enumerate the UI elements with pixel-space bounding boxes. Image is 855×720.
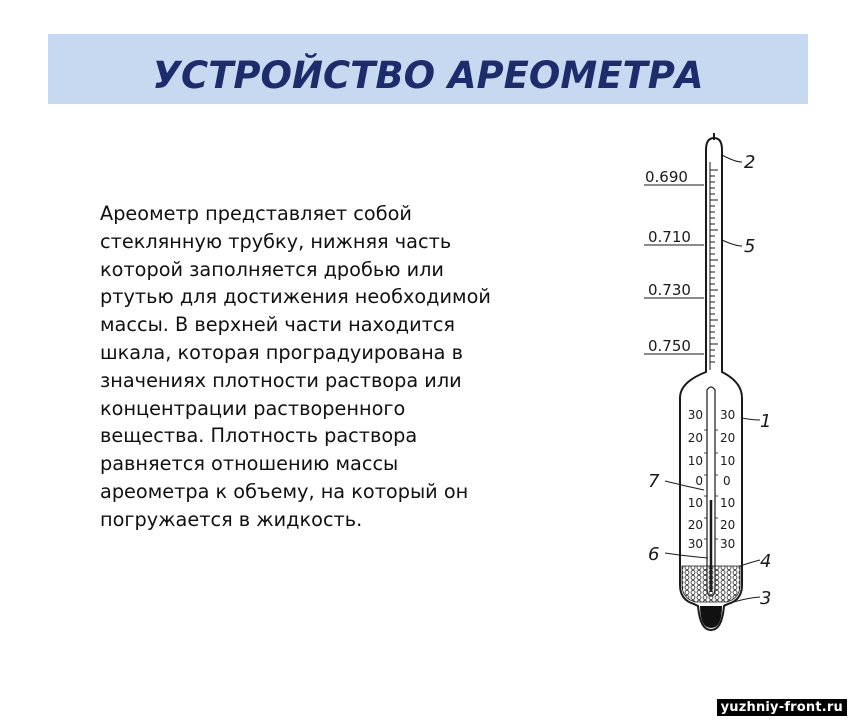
- lead-shot: [682, 566, 740, 602]
- part-number: 7: [648, 471, 660, 492]
- part-number: 1: [760, 411, 772, 432]
- part-number: 3: [760, 588, 772, 609]
- thermo-value: 20: [720, 431, 736, 445]
- part-number: 4: [760, 551, 772, 572]
- thermo-value: 30: [720, 537, 736, 551]
- description-line: Ареометр представляет собой: [100, 202, 412, 225]
- description-line: массы. В верхней части находится: [100, 313, 456, 337]
- thermo-value: 0: [695, 474, 703, 488]
- thermo-value: 10: [687, 454, 703, 468]
- thermo-value: 10: [720, 496, 736, 510]
- thermo-scale-left: [688, 408, 703, 551]
- description-line: равняется отношению массы: [100, 452, 399, 476]
- description-line: ртутью для достижения необходимой: [100, 285, 491, 309]
- part-number: 5: [744, 236, 756, 257]
- title-banner: [48, 34, 808, 104]
- description-line: концентрации растворенного: [100, 396, 406, 420]
- density-leaders: [644, 185, 704, 354]
- description-line: погружается в жидкость.: [100, 507, 363, 531]
- description-line: значениях плотности раствора или: [100, 368, 462, 392]
- description-line: ареометра к объему, на который он: [100, 479, 469, 503]
- page-title: УСТРОЙСТВО АРЕОМЕТРА: [152, 54, 704, 97]
- stem-ticks: [710, 170, 718, 362]
- hydrometer-diagram: [630, 128, 790, 638]
- thermo-value: 30: [720, 408, 736, 422]
- description-line: которой заполняется дробью или: [100, 257, 444, 281]
- thermo-value: 30: [687, 537, 703, 551]
- thermo-value: 20: [687, 518, 703, 532]
- description-text: [100, 200, 540, 534]
- thermo-value: 10: [687, 496, 703, 510]
- description-line: вещества. Плотность раствора: [100, 424, 418, 448]
- part-number: 6: [648, 544, 660, 565]
- thermo-value: 10: [720, 454, 736, 468]
- density-label: 0.750: [648, 337, 691, 355]
- part-number: 2: [744, 152, 756, 173]
- density-label: 0.730: [648, 281, 691, 299]
- description-line: стеклянную трубку, нижняя часть: [100, 229, 452, 253]
- watermark: yuzhniy-front.ru: [717, 699, 847, 716]
- thermo-scale-right: [720, 408, 735, 551]
- density-label: 0.690: [645, 168, 688, 186]
- thermo-value: 30: [687, 408, 703, 422]
- thermo-value: 0: [723, 474, 731, 488]
- thermo-value: 20: [720, 518, 736, 532]
- density-label: 0.710: [648, 228, 691, 246]
- description-line: шкала, которая проградуирована в: [100, 340, 463, 364]
- thermo-value: 20: [687, 431, 703, 445]
